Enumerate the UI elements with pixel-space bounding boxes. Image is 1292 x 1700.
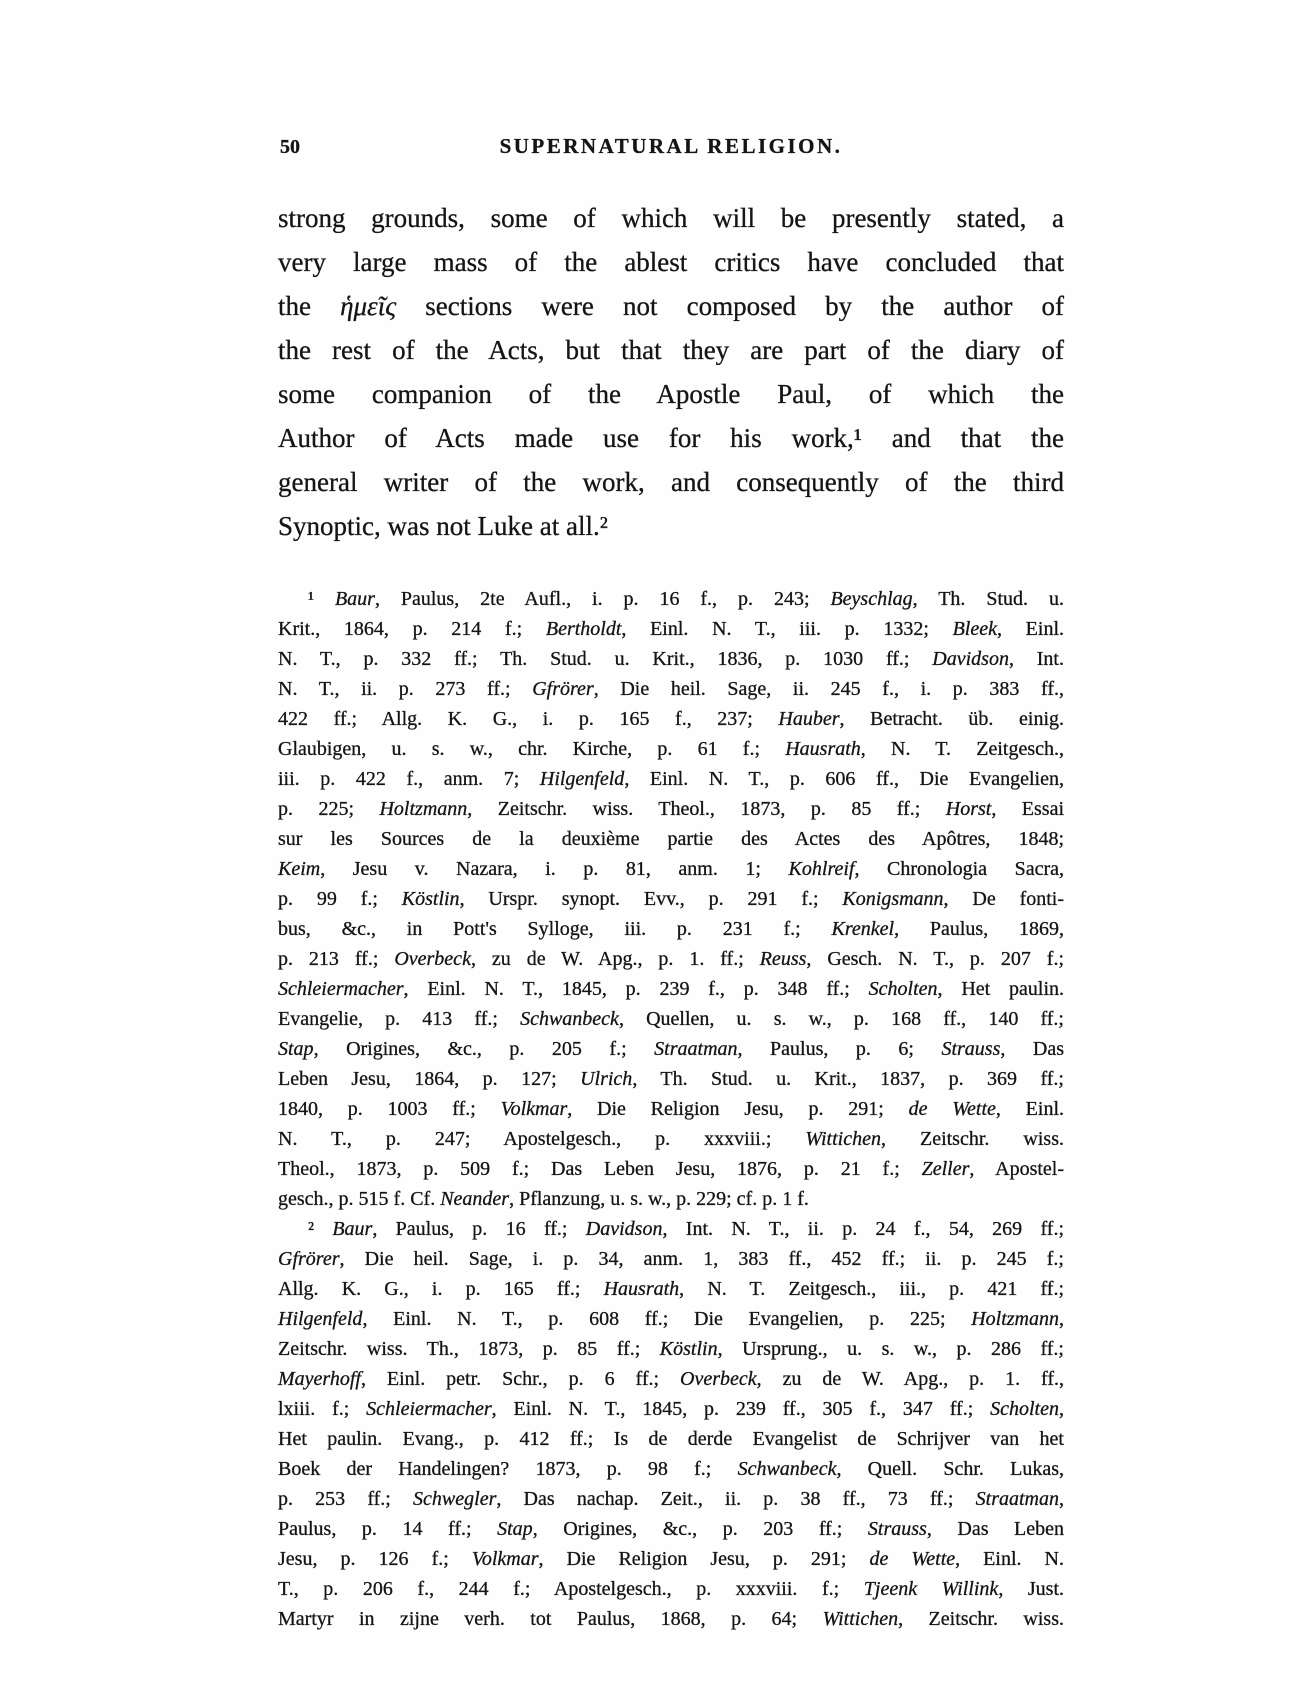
footnote-line: Stap, Origines, &c., p. 205 f.; Straatman, Paulus, p. 6; Strauss, Das [278,1038,1064,1060]
body-line: strong grounds, some of which will be presently stated, a [278,203,1064,233]
footnote-line: Het paulin. Evang., p. 412 ff.; Is de derde Evangelist de Schrijver van het [278,1428,1064,1450]
running-title: SUPERNATURAL RELIGION. [499,134,843,158]
footnote-line: 1840, p. 1003 ff.; Volkmar, Die Religion Jesu, p. 291; de Wette, Einl. [278,1098,1064,1120]
footnote-line: N. T., ii. p. 273 ff.; Gfrörer, Die heil. Sage, ii. 245 f., i. p. 383 ff., [278,678,1064,700]
footnote-line: ² Baur, Paulus, p. 16 ff.; Davidson, Int. N. T., ii. p. 24 f., 54, 269 ff.; [308,1218,1065,1240]
footnote-line: Leben Jesu, 1864, p. 127; Ulrich, Th. Stud. u. Krit., 1837, p. 369 ff.; [278,1068,1064,1090]
body-line: the ἡμεῖς sections were not composed by the author of [278,291,1064,321]
footnote-line: Mayerhoff, Einl. petr. Schr., p. 6 ff.; Overbeck, zu de W. Apg., p. 1. ff., [278,1368,1064,1390]
footnote-line: lxiii. f.; Schleiermacher, Einl. N. T., 1845, p. 239 ff., 305 f., 347 ff.; Scholten, [278,1398,1064,1420]
footnote-line: Hilgenfeld, Einl. N. T., p. 608 ff.; Die Evangelien, p. 225; Holtzmann, [278,1308,1064,1330]
footnote-line: p. 213 ff.; Overbeck, zu de W. Apg., p. 1. ff.; Reuss, Gesch. N. T., p. 207 f.; [278,948,1065,970]
footnote-line: p. 225; Holtzmann, Zeitschr. wiss. Theol., 1873, p. 85 ff.; Horst, Essai [278,798,1065,820]
footnote-1 [278,584,1064,1214]
footnote-line: sur les Sources de la deuxième partie des Actes des Apôtres, 1848; [278,828,1064,850]
body-line: some companion of the Apostle Paul, of which the [278,379,1064,409]
footnote-line: p. 99 f.; Köstlin, Urspr. synopt. Evv., p. 291 f.; Konigsmann, De fonti- [278,888,1064,910]
footnote-line: N. T., p. 332 ff.; Th. Stud. u. Krit., 1836, p. 1030 ff.; Davidson, Int. [278,648,1064,670]
footnote-line: Martyr in zijne verh. tot Paulus, 1868, p. 64; Wittichen, Zeitschr. wiss. [278,1608,1064,1630]
footnote-2 [278,1214,1064,1634]
footnote-line: Zeitschr. wiss. Th., 1873, p. 85 ff.; Köstlin, Ursprung., u. s. w., p. 286 ff.; [278,1338,1064,1360]
footnote-line: bus, &c., in Pott's Sylloge, iii. p. 231 f.; Krenkel, Paulus, 1869, [278,918,1064,940]
page-number: 50 [280,136,300,158]
footnote-line: Evangelie, p. 413 ff.; Schwanbeck, Quellen, u. s. w., p. 168 ff., 140 ff.; [278,1008,1064,1030]
footnote-line: Theol., 1873, p. 509 f.; Das Leben Jesu, 1876, p. 21 f.; Zeller, Apostel- [278,1158,1064,1180]
footnote-line: Glaubigen, u. s. w., chr. Kirche, p. 61 f.; Hausrath, N. T. Zeitgesch., [278,738,1064,760]
footnote-line: p. 253 ff.; Schwegler, Das nachap. Zeit., ii. p. 38 ff., 73 ff.; Straatman, [278,1488,1064,1510]
footnote-line: iii. p. 422 f., anm. 7; Hilgenfeld, Einl. N. T., p. 606 ff., Die Evangelien, [278,768,1064,790]
footnote-line: ¹ Baur, Paulus, 2te Aufl., i. p. 16 f., p. 243; Beyschlag, Th. Stud. u. [308,588,1064,610]
body-line: general writer of the work, and consequently of the third [278,467,1064,497]
footnote-line: T., p. 206 f., 244 f.; Apostelgesch., p. xxxviii. f.; Tjeenk Willink, Just. [278,1578,1064,1600]
footnote-line: Gfrörer, Die heil. Sage, i. p. 34, anm. 1, 383 ff., 452 ff.; ii. p. 245 f.; [278,1248,1064,1270]
footnote-line: Keim, Jesu v. Nazara, i. p. 81, anm. 1; Kohlreif, Chronologia Sacra, [278,858,1065,880]
footnote-line: N. T., p. 247; Apostelgesch., p. xxxviii.; Wittichen, Zeitschr. wiss. [278,1128,1064,1150]
page-header [278,134,1064,164]
footnote-line: 422 ff.; Allg. K. G., i. p. 165 f., 237; Hauber, Betracht. üb. einig. [278,708,1064,730]
footnotes-section [278,584,1064,1634]
footnote-line: gesch., p. 515 f. Cf. Neander, Pflanzung, u. s. w., p. 229; cf. p. 1 f. [278,1188,809,1210]
body-line: the rest of the Acts, but that they are part of the diary of [278,335,1064,365]
footnote-line: Allg. K. G., i. p. 165 ff.; Hausrath, N. T. Zeitgesch., iii., p. 421 ff.; [278,1278,1064,1300]
main-paragraph [278,196,1064,548]
footnote-line: Jesu, p. 126 f.; Volkmar, Die Religion Jesu, p. 291; de Wette, Einl. N. [278,1548,1064,1570]
footnote-line: Boek der Handelingen? 1873, p. 98 f.; Schwanbeck, Quell. Schr. Lukas, [278,1458,1064,1480]
body-line: Synoptic, was not Luke at all.² [278,511,608,541]
footnote-line: Paulus, p. 14 ff.; Stap, Origines, &c., p. 203 ff.; Strauss, Das Leben [278,1518,1065,1540]
body-line: very large mass of the ablest critics have concluded that [278,247,1064,277]
body-line: Author of Acts made use for his work,¹ and that the [278,423,1064,453]
footnote-line: Krit., 1864, p. 214 f.; Bertholdt, Einl. N. T., iii. p. 1332; Bleek, Einl. [278,618,1064,640]
footnote-line: Schleiermacher, Einl. N. T., 1845, p. 239 f., p. 348 ff.; Scholten, Het paulin. [278,978,1064,1000]
